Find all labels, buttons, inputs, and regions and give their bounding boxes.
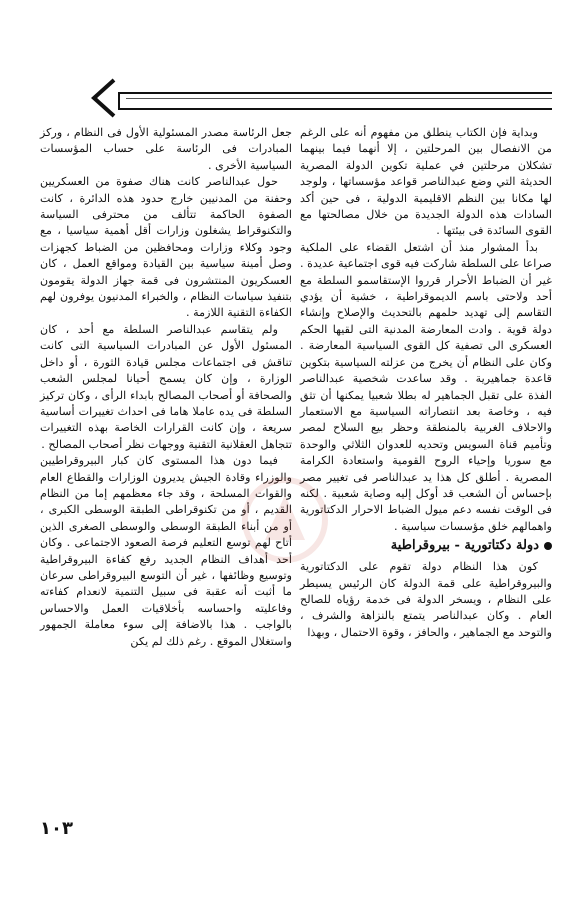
paragraph: فيما دون هذا المستوى كان كبار البيروقراطيين والوزراء وقادة الجيش يديرون الوزارات والقطاع العام والقوات المسلحة ، وقد جاء معظمهم إما من النظام القديم ، أو من تكنوقراطى الطبقة الوسطى الكبرى ، أو من أبناء الطبقة الوسطى والوسطى الصغرى الذين أتاح لهم توسع التعليم فرصة الصعود الاجتماعى . وكان أحد أهداف النظام الجديد رفع كفاءة البيروقراطية وتوسيع وظائفها ، غير أن التوسع البيروقراطى سرعان ما أثبت أنه عقبة فى سبيل التنمية لانعدام كفاءته وفاعليته واحساسه بأخلاقيات العمل والاحساس بالواجب . هذا بالاضافة إلى سوء معاملة الجمهور واستغلال الموقع . رغم ذلك لم يكن [40,454,292,648]
paragraph: ولم يتقاسم عبدالناصر السلطة مع أحد ، كان المسئول الأول عن المبادرات السياسية التى كانت تناقش فى اجتماعات مجلس قيادة الثورة ، أو داخل الوزارة ، وإن كان يسمح أحيانا لمجلس الشعب والصحافة أو أصحاب المصالح بابداء الرأى ، وكان تركيز السلطة فى يده عاملا هاما فى احداث تغييرات أساسية سريعة ، وإن كانت القرارات الخاصة بهذه التغييرات تتجاهل العقلانية التقنية ووجهات نظر أصحاب المصالح . [40,322,292,451]
bullet-icon [544,542,552,550]
archive-watermark-logo [205,470,365,590]
paragraph: جعل الرئاسة مصدر المسئولية الأول فى النظام ، وركز المبادرات فى الرئاسة على حساب المؤسسات السياسية الأخرى . [40,126,292,172]
page-number: ١٠٣ [40,818,73,839]
chevron-ornament-icon [88,78,118,118]
paragraph: بدأ المشوار منذ أن اشتعل القضاء على الملكية صراعا على السلطة شاركت فيه قوى اجتماعية عديدة . غير أن الضباط الأحرار قرروا الإستقاسمو السلطة مع أحد ولاحتى باسم الديموقراطية ، خشية أن يؤدي التقاسم إلى تهديد حلمهم بالتحديث والإصلاح وإنشاء دولة قوية . وادت المعارضة المدنية التى لقيها الحكم العسكرى الى تصفية كل القوى السياسية المعارضة . وكان على النظام أن يخرج من عزلته السياسية بتكوين قاعدة جماهيرية . وقد ساعدت شخصية عبدالناصر الفذة على تقبل الجماهير له بطلا شعبيا يمكنها أن تثق فيه ، وخاصة بعد انتصاراته السياسية مع الاستعمار والاحلاف الغربية بالمنطقة وحظر بيع السلاح لمصر وتأميم قناة السويس وتحديه للعدوان الثلاثي والوحدة مع سوريا وإحياء الروح القومية واستعادة الكرامة المصرية . أطلق كل هذا يد عبدالناصر فى تغيير مصر بإحساس أن الشعب قد أوكل إليه وصاية شعبية . لكنه فى الوقت نفسه دعم ميول الضباط الاحرار الدكتاتورية واهمالهم خلق مؤسسات سياسية . [300,240,552,533]
paragraph: كون هذا النظام دولة تقوم على الدكتاتورية والبيروقراطية على قمة الدولة كان الرئيس يسيطر على النظام ، ويسخر الدولة فى خدمة رؤياه للصالح العام . وكان عبدالناصر يتمتع بالنزاهة والشرف ، والتوحد مع الجماهير ، والحافز ، وقوة الاحتمال ، وبهذا [300,560,552,639]
paragraph: وبداية فإن الكتاب ينطلق من مفهوم أنه على الرغم من الانفصال بين المرحلتين ، إلا أنهما فيما بينهما تشكلان مرحلتين في عملية تكوين الدولة المصرية الحديثة التي وضع عبدالناصر قواعد مؤسساتها ، ولوجد لها مكانا بين النظم الاقليمية الدولية ، فى حين أكد السادات هذه الدولة الجديدة من خلال مصالحتها مع القوى السائدة فى بيئتها . [300,126,552,238]
paragraph: حول عبدالناصر كانت هناك صفوة من العسكريين وحفنة من المدنيين خارج حدود هذه الدائرة ، كانت الصفوة الحاكمة تتألف من محترفى السياسة والتكنوقراط يشغلون وزارات أقل أهمية سياسيا ، مع وجود وكلاء وزارات ومحافظين من الضباط كجهزات وصل أمينة سياسية بين القيادة ومواقع العمل ، كان العسكريون المنتشرون فى قمة جهاز الدولة يقومون بتنفيذ سياسات النظام ، والخبراء المدنيون يوفرون لهم الكفاءة التقنية اللازمة . [40,175,292,320]
header-rule [118,92,552,110]
section-heading-text: دولة دكتاتورية - بيروقراطية [390,538,539,554]
